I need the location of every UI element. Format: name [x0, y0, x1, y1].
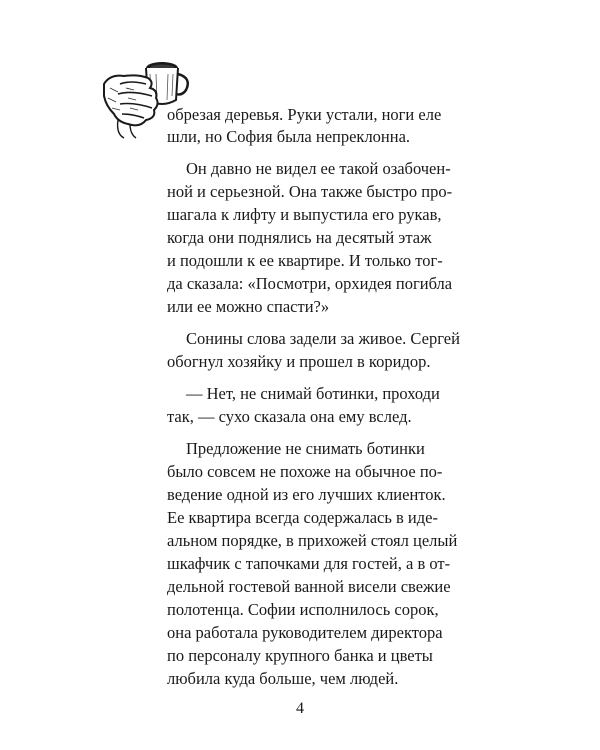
text-line: Он давно не видел ее такой озабочен-: [186, 159, 451, 178]
text-line: да сказала: «Посмотри, орхидея погибла: [167, 274, 453, 293]
text-line: ведение одной из его лучших клиенток.: [167, 485, 446, 504]
text-line: она работала руководителем директора: [167, 623, 443, 642]
text-line: обогнул хозяйку и прошел в коридор.: [167, 352, 431, 371]
text-line: полотенца. Софии исполнилось сорок,: [167, 600, 439, 619]
text-line: шкафчик с тапочками для гостей, а в от-: [167, 554, 451, 573]
text-line: любила куда больше, чем людей.: [167, 669, 399, 688]
text-line: по персоналу крупного банка и цветы: [167, 646, 433, 665]
text-line: ной и серьезной. Она также быстро про-: [167, 182, 453, 201]
text-line: было совсем не похоже на обычное по-: [167, 462, 443, 481]
text-line: Сонины слова задели за живое. Сергей: [186, 329, 460, 348]
text-line: когда они поднялись на десятый этаж: [167, 228, 432, 247]
text-line: или ее можно спасти?»: [167, 297, 330, 316]
text-line: — Нет, не снимай ботинки, проходи: [186, 384, 440, 403]
text-line: альном порядке, в прихожей стоял целый: [167, 531, 458, 550]
text-line: обрезая деревья. Руки устали, ноги еле: [167, 105, 442, 124]
page-number: 4: [296, 700, 304, 717]
text-line: дельной гостевой ванной висели свежие: [167, 577, 451, 596]
text-line: Ее квартира всегда содержалась в иде-: [167, 508, 438, 527]
text-line: так, — сухо сказала она ему вслед.: [167, 407, 412, 426]
text-line: и подошли к ее квартире. И только тог-: [167, 251, 443, 270]
text-line: Предложение не снимать ботинки: [186, 439, 425, 458]
text-line: шагала к лифту и выпустила его рукав,: [167, 205, 442, 224]
text-line: шли, но София была непреклонна.: [167, 127, 411, 146]
